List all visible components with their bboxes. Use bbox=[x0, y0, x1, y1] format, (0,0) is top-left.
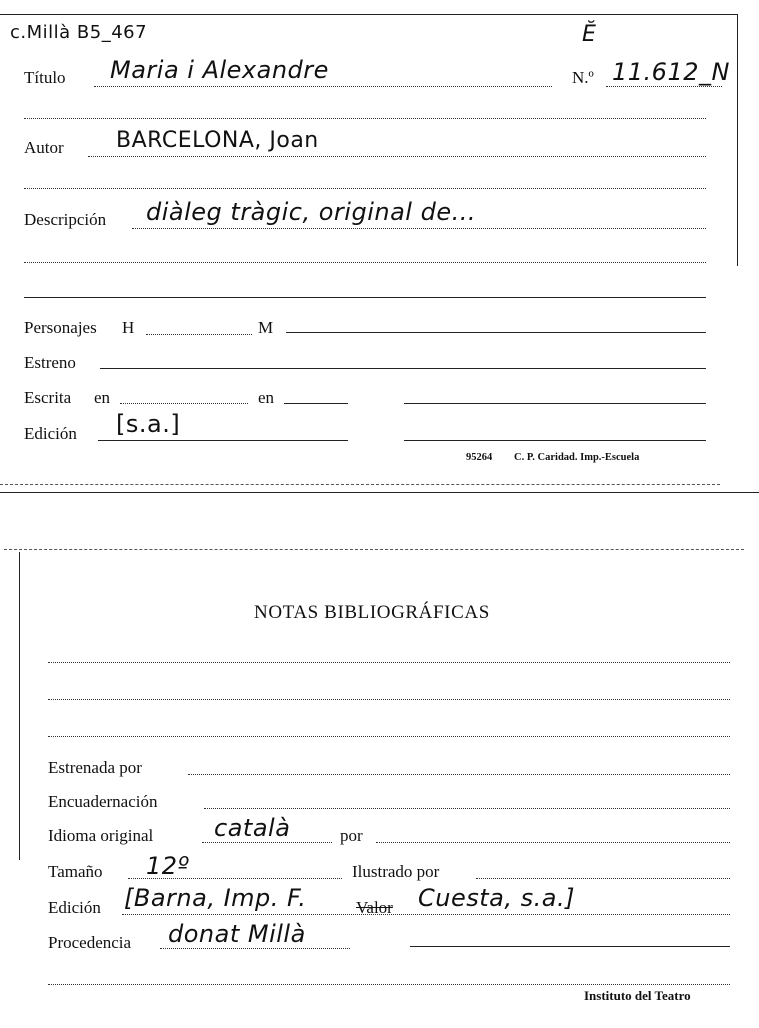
blank-line bbox=[24, 262, 706, 263]
edicion2-line bbox=[122, 914, 730, 915]
idioma-line bbox=[202, 842, 332, 843]
idioma-por-label: por bbox=[340, 826, 363, 845]
card2-top-edge bbox=[4, 549, 744, 550]
edicion-right-line bbox=[404, 440, 706, 441]
procedencia-value: donat Millà bbox=[168, 920, 306, 948]
encuadernacion-label: Encuadernación bbox=[48, 792, 158, 811]
autor-value: BARCELONA, Joan bbox=[116, 128, 319, 153]
blank-line bbox=[24, 118, 706, 119]
blank-line bbox=[48, 699, 730, 700]
escrita-line bbox=[120, 403, 248, 404]
edicion2-value-b: Cuesta, s.a.] bbox=[418, 884, 575, 912]
tamano-value: 12º bbox=[146, 852, 190, 880]
titulo-line bbox=[94, 86, 552, 87]
institution-footer: Instituto del Teatro bbox=[584, 988, 691, 1003]
estreno-line bbox=[100, 368, 706, 369]
estrenada-line bbox=[188, 774, 730, 775]
procedencia-right-line bbox=[410, 946, 730, 947]
card1-top-edge bbox=[0, 14, 737, 15]
personajes-m-label: M bbox=[258, 318, 274, 337]
printer-imprint: C. P. Caridad. Imp.-Escuela bbox=[514, 452, 640, 463]
escrita-label: Escrita bbox=[24, 388, 72, 407]
edicion-line bbox=[98, 440, 348, 441]
descripcion-value: diàleg tràgic, original de... bbox=[146, 198, 476, 226]
ilustrado-line bbox=[476, 878, 730, 879]
edicion2-label: Edición bbox=[48, 898, 101, 917]
blank-line bbox=[48, 984, 730, 985]
numero-mark: Ĕ bbox=[582, 22, 597, 47]
tamano-label: Tamaño bbox=[48, 862, 103, 881]
numero-value: 11.612_N bbox=[612, 58, 730, 86]
card1-right-edge bbox=[737, 14, 738, 266]
card1-scan-edge bbox=[0, 484, 720, 485]
estreno-label: Estreno bbox=[24, 353, 76, 372]
descripcion-line bbox=[132, 228, 706, 229]
notas-heading: NOTAS BIBLIOGRÁFICAS bbox=[254, 602, 490, 623]
blank-line bbox=[24, 297, 706, 298]
catalog-reference-note: c.Millà B5_467 bbox=[10, 22, 148, 43]
personajes-h-label: H bbox=[122, 318, 135, 337]
escrita-en-line bbox=[284, 403, 348, 404]
edicion-value: [s.a.] bbox=[116, 410, 181, 438]
card2-left-edge bbox=[19, 552, 20, 860]
card1-bottom-edge bbox=[0, 492, 759, 493]
edicion2-struck-word: Valor bbox=[356, 898, 393, 917]
escrita-right-line bbox=[404, 403, 706, 404]
edicion-label: Edición bbox=[24, 424, 77, 443]
descripcion-label: Descripción bbox=[24, 210, 107, 229]
blank-line bbox=[24, 188, 706, 189]
blank-line bbox=[48, 662, 730, 663]
personajes-m-line bbox=[286, 332, 706, 333]
procedencia-line bbox=[160, 948, 350, 949]
printer-code: 95264 bbox=[466, 452, 493, 463]
idioma-por-line bbox=[376, 842, 730, 843]
autor-label: Autor bbox=[24, 138, 64, 157]
titulo-label: Título bbox=[24, 68, 66, 87]
personajes-label: Personajes bbox=[24, 318, 97, 337]
estrenada-label: Estrenada por bbox=[48, 758, 142, 777]
escrita-en-label: en bbox=[94, 388, 111, 407]
encuadernacion-line bbox=[204, 808, 730, 809]
numero-line bbox=[606, 86, 722, 87]
edicion2-value-a: [Barna, Imp. F. bbox=[124, 884, 307, 912]
procedencia-label: Procedencia bbox=[48, 933, 132, 952]
numero-label: N.º bbox=[572, 68, 594, 87]
autor-line bbox=[88, 156, 706, 157]
escrita-en2-label: en bbox=[258, 388, 275, 407]
personajes-h-line bbox=[146, 334, 252, 335]
idioma-value: català bbox=[214, 814, 291, 842]
titulo-value: Maria i Alexandre bbox=[110, 56, 329, 84]
blank-line bbox=[48, 736, 730, 737]
idioma-label: Idioma original bbox=[48, 826, 154, 845]
ilustrado-label: Ilustrado por bbox=[352, 862, 440, 881]
